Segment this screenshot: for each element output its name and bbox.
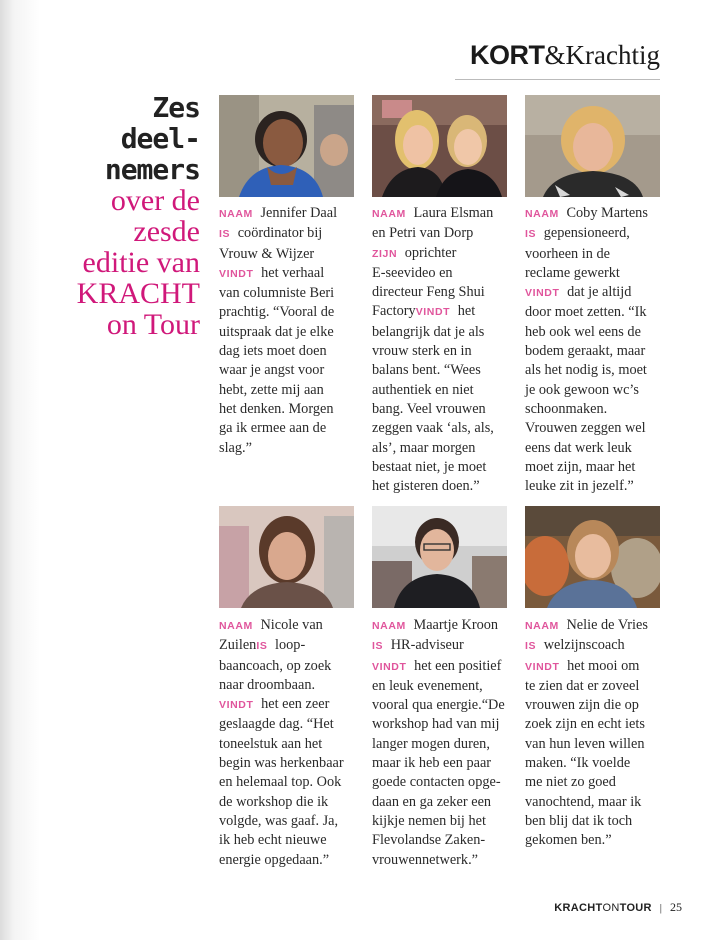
entry-line <box>525 831 665 850</box>
entry-text: ben blij dat ik toch <box>525 812 633 829</box>
entry-line <box>372 342 512 361</box>
entry-line <box>525 458 665 477</box>
entry-line <box>372 735 512 754</box>
participant-photo <box>219 95 354 197</box>
entry-line <box>219 284 359 303</box>
entry-line <box>372 400 512 419</box>
entry-text: Vrouwen zeggen wel <box>525 420 646 437</box>
entry-line <box>219 851 359 870</box>
entry-text: bestaat niet, je moet <box>372 458 487 475</box>
entry-line <box>525 636 665 656</box>
entry-text: ik heb echt nieuwe <box>219 832 327 849</box>
entry-text: het een zeer <box>261 696 330 713</box>
entry-line <box>525 303 665 322</box>
entry-text: je ook gewoon wc’s <box>525 381 639 398</box>
entry-line <box>525 224 665 244</box>
entry-text: belangrijk dat je als <box>372 323 485 340</box>
intro-line: nemers <box>104 153 200 186</box>
entry-line <box>219 773 359 792</box>
entry-line <box>372 773 512 792</box>
page-number: 25 <box>670 900 682 914</box>
entry-text: eens dat werk leuk <box>525 439 632 456</box>
entry-line <box>372 419 512 438</box>
entry-text: het denken. Morgen <box>219 400 334 417</box>
entry-line <box>219 439 359 458</box>
participant-photo <box>372 95 507 197</box>
entry-text: goede contacten opge- <box>372 774 501 791</box>
entry-text: daan en ga zeker een <box>372 793 492 810</box>
field-label: IS <box>219 228 231 241</box>
entry-line <box>372 715 512 734</box>
entry-text: heb ook wel eens de <box>525 323 641 340</box>
entry-text: het mooi om <box>567 657 640 674</box>
field-label: NAAM <box>219 208 253 220</box>
entry-line <box>525 696 665 715</box>
entry-text: het verhaal <box>261 264 325 281</box>
field-label: VINDT <box>525 660 560 673</box>
entry-text: volgde, was gaaf. Ja, <box>219 812 339 829</box>
entry-text: zeggen vaak ‘als, als, <box>372 420 494 437</box>
entry-line <box>525 361 665 380</box>
entry-text: en leuk evenement, <box>372 677 483 694</box>
entry-line <box>219 715 359 734</box>
entry-text: te zien dat er zoveel <box>525 677 640 694</box>
entry-line <box>372 851 512 870</box>
entry-line <box>372 439 512 458</box>
entry-line <box>372 793 512 812</box>
field-label: NAAM <box>525 208 559 220</box>
entry-text: authentiek en niet <box>372 381 474 398</box>
field-label: VINDT <box>219 267 254 280</box>
field-label: VINDT <box>219 699 254 712</box>
entry-line <box>219 264 359 284</box>
entry-text: welzijnscoach <box>543 637 625 654</box>
intro-headline <box>10 92 200 340</box>
entry-text: geslaagde dag. “Het <box>219 716 334 733</box>
entry-line <box>372 677 512 696</box>
entry-line <box>525 419 665 438</box>
entry-line <box>372 361 512 380</box>
entry-line <box>525 735 665 754</box>
entry-text: het <box>457 303 476 320</box>
field-label: IS <box>372 640 384 653</box>
entry-text: dag iets moet doen <box>219 343 327 360</box>
participant-photo <box>525 506 660 608</box>
field-label: VINDT <box>415 306 451 319</box>
entry-text: vrouwen zijn die op <box>525 697 639 714</box>
entry-text: het gisteren doen.” <box>372 478 480 495</box>
entry-line <box>219 616 359 636</box>
participant-entry <box>372 204 512 496</box>
field-label: NAAM <box>372 208 406 220</box>
section-title-rest: &Krachtig <box>544 40 660 70</box>
entry-line <box>525 657 665 677</box>
entry-line <box>219 204 359 224</box>
entry-line <box>372 812 512 831</box>
entry-text: Flevolandse Zaken- <box>372 832 486 849</box>
participant-photo <box>372 506 507 608</box>
entry-line <box>372 477 512 496</box>
entry-text: balans bent. “Wees <box>372 362 481 379</box>
entry-text: schoonmaken. <box>525 400 608 417</box>
entry-text: dat je altijd <box>567 284 632 301</box>
entry-text: Zuilen <box>219 637 257 654</box>
section-title-bold: KORT <box>470 40 545 70</box>
entry-text: Nelie de Vries <box>566 617 648 633</box>
entry-text: als’, maar morgen <box>372 439 476 456</box>
entry-line <box>219 245 359 264</box>
entry-text: Jennifer Daal <box>260 205 338 221</box>
entry-text: directeur Feng Shui <box>372 284 485 301</box>
entry-line <box>372 264 512 283</box>
entry-text: uitspraak dat je elke <box>219 323 334 340</box>
entry-text: leuke zit in jezelf.” <box>525 478 634 495</box>
entry-text: vrouw sterk en in <box>372 343 472 360</box>
entry-text: toneelstuk aan het <box>219 735 323 752</box>
entry-text: me niet zo goed <box>525 774 616 791</box>
entry-line <box>372 636 512 656</box>
intro-line: Zes <box>152 91 200 124</box>
field-label: NAAM <box>219 620 253 632</box>
entry-line <box>372 381 512 400</box>
field-label: IS <box>256 640 268 653</box>
entry-line <box>525 754 665 773</box>
entry-text: workshop had van mij <box>372 716 500 733</box>
entry-line <box>525 715 665 734</box>
entry-line <box>219 419 359 438</box>
entry-text: als het nodig is, moet <box>525 362 647 379</box>
participant-entry <box>525 616 665 851</box>
field-label: VINDT <box>525 287 560 300</box>
entry-line <box>525 381 665 400</box>
entry-line <box>219 793 359 812</box>
entry-line <box>525 264 665 283</box>
entry-line <box>372 831 512 850</box>
entry-text: bang. Veel vrouwen <box>372 400 486 417</box>
entry-line <box>525 245 665 264</box>
header-divider <box>455 79 660 80</box>
intro-line: deel- <box>120 122 200 155</box>
entry-line <box>219 381 359 400</box>
entry-line <box>219 342 359 361</box>
entry-line <box>372 244 512 264</box>
entry-line <box>219 812 359 831</box>
entry-line <box>219 695 359 715</box>
entry-text: langer mogen duren, <box>372 735 490 752</box>
entry-line <box>525 812 665 831</box>
entry-text: E-seevideo en <box>372 264 453 281</box>
entry-line <box>219 735 359 754</box>
entry-text: kijkje nemen bij het <box>372 812 486 829</box>
entry-text: maken. “Ik voelde <box>525 755 631 772</box>
entry-text: zoek zijn en echt iets <box>525 716 645 733</box>
entry-text: Factory <box>372 303 416 320</box>
entry-text: en helemaal top. Ook <box>219 774 342 791</box>
entry-line <box>372 224 512 243</box>
participant-entry <box>219 204 359 458</box>
entry-text: voorheen in de <box>525 245 610 262</box>
entry-line <box>219 754 359 773</box>
entry-text: energie opgedaan.” <box>219 851 330 868</box>
entry-text: oprichter <box>404 244 457 261</box>
entry-text: bodem geraakt, maar <box>525 343 646 360</box>
entry-text: vanochtend, maar ik <box>525 793 642 810</box>
entry-text: gepensioneerd, <box>543 225 630 242</box>
entry-text: prachtig. “Vooral de <box>219 304 335 321</box>
entry-line <box>219 224 359 244</box>
entry-line <box>372 657 512 677</box>
entry-text: coördinator bij <box>237 225 323 242</box>
participant-entry <box>525 204 665 496</box>
intro-line: over de <box>110 184 200 217</box>
entry-line <box>525 616 665 636</box>
entry-text: vrouwennetwerk.” <box>372 851 478 868</box>
entry-text: Vrouw & Wijzer <box>219 245 315 262</box>
entry-line <box>219 361 359 380</box>
entry-line <box>219 303 359 322</box>
entry-text: baancoach, op zoek <box>219 657 332 674</box>
entry-line <box>372 283 512 302</box>
entry-text: de workshop die ik <box>219 793 329 810</box>
entry-text: reclame gewerkt <box>525 264 620 281</box>
entry-line <box>525 283 665 303</box>
participant-entry <box>372 616 512 870</box>
entry-text: loop- <box>275 637 306 654</box>
intro-line: on Tour <box>106 308 200 341</box>
participant-entry <box>219 616 359 870</box>
entry-text: het een positief <box>414 657 502 674</box>
entry-text: moet zijn, maar het <box>525 458 636 475</box>
entry-line <box>372 696 512 715</box>
entry-line <box>525 342 665 361</box>
participant-photo <box>525 95 660 197</box>
entry-line <box>219 636 359 656</box>
entry-text: maar ik heb een paar <box>372 755 492 772</box>
field-label: IS <box>525 640 537 653</box>
entry-line <box>525 793 665 812</box>
entry-line <box>525 323 665 342</box>
intro-line: zesde <box>133 215 200 248</box>
entry-line <box>525 677 665 696</box>
entry-text: vooral qua energie.“De <box>372 697 505 714</box>
entry-text: ga ik ermee aan de <box>219 420 327 437</box>
entry-text: waar je angst voor <box>219 362 325 379</box>
page-footer <box>554 900 682 915</box>
entry-line <box>372 616 512 636</box>
field-label: VINDT <box>372 660 407 673</box>
entry-text: Maartje Kroon <box>413 617 499 633</box>
entry-line <box>219 323 359 342</box>
entry-line <box>219 831 359 850</box>
field-label: NAAM <box>525 620 559 632</box>
participant-photo <box>219 506 354 608</box>
field-label: ZIJN <box>372 247 398 260</box>
entry-line <box>525 400 665 419</box>
entry-text: hebt, zette mij aan <box>219 381 324 398</box>
entry-text: Nicole van <box>260 617 323 633</box>
magazine-brand: KRACHTONTOUR <box>554 902 652 914</box>
intro-line: KRACHT <box>76 277 200 310</box>
field-label: IS <box>525 228 537 241</box>
entry-line <box>525 477 665 496</box>
entry-line <box>372 323 512 342</box>
entry-line <box>372 754 512 773</box>
entry-text: door moet zetten. “Ik <box>525 304 647 321</box>
entry-text: Coby Martens <box>566 205 648 221</box>
entry-line <box>372 458 512 477</box>
footer-separator: | <box>659 902 662 914</box>
entry-line <box>372 204 512 224</box>
entry-line <box>219 676 359 695</box>
entry-text: van columniste Beri <box>219 285 335 302</box>
entry-line <box>219 400 359 419</box>
field-label: NAAM <box>372 620 406 632</box>
entry-text: naar droombaan. <box>219 676 316 693</box>
entry-text: van hun leven willen <box>525 735 645 752</box>
intro-line: editie van <box>82 246 200 279</box>
entry-text: slag.” <box>219 439 252 456</box>
entry-line <box>525 204 665 224</box>
section-title <box>470 40 660 71</box>
entry-text: en Petri van Dorp <box>372 225 474 242</box>
entry-text: Laura Elsman <box>413 205 494 221</box>
entry-line <box>525 773 665 792</box>
entry-line <box>525 439 665 458</box>
entry-line <box>372 302 512 322</box>
entry-text: HR-adviseur <box>390 637 464 654</box>
entry-text: gekomen ben.” <box>525 832 612 849</box>
entry-line <box>219 657 359 676</box>
entry-text: begin was herkenbaar <box>219 755 344 772</box>
